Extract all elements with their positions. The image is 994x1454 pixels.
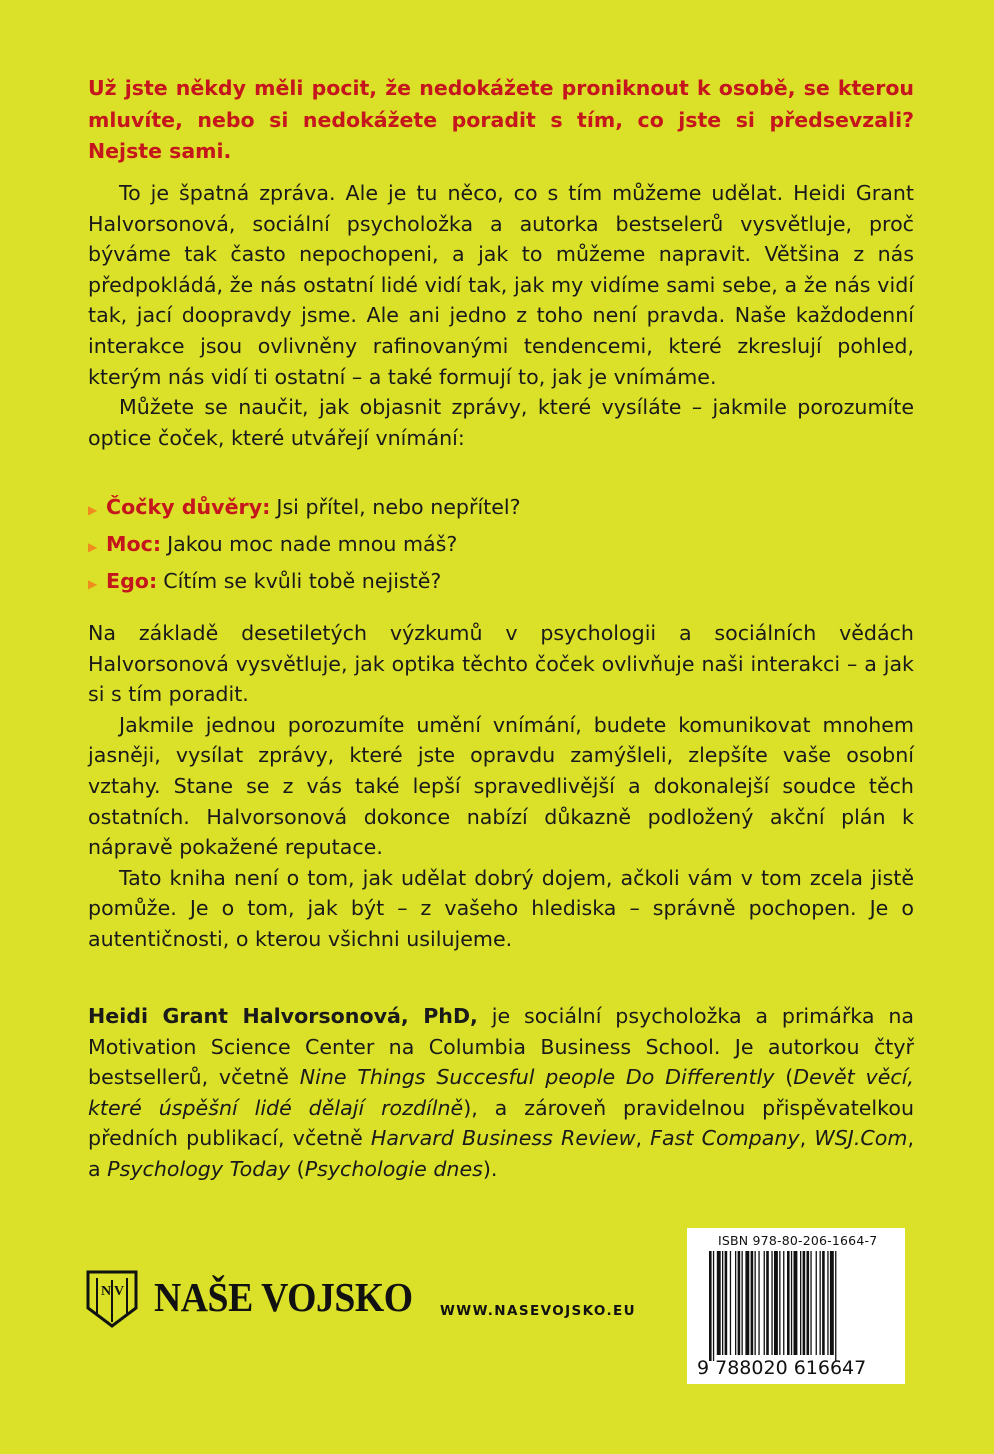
list-item [88, 564, 914, 601]
bio-text: ( [290, 1156, 305, 1181]
publisher-name: NAŠE VOJSKO [154, 1274, 413, 1320]
publication-cz: Psychologie dnes [304, 1156, 483, 1181]
author-bio-text [88, 1001, 914, 1185]
barcode-icon [697, 1251, 897, 1361]
isbn-number: ISBN 978-80-206-1664-7 [718, 1233, 878, 1248]
publication: Fast Company [650, 1126, 800, 1151]
publication: WSJ.Com [814, 1126, 908, 1151]
paragraph: Tato kniha není o tom, jak udělat dobrý dojem, ačkoli vám v tom zcela jistě pomůže. Je o tom, jak být – z vašeho hlediska – správně pochopen. Je o autentičnosti, o kterou všichni usilujeme. [88, 865, 914, 951]
book-title-cz: Devět věcí, které úspěšní lidé dělají rozdílně [88, 1065, 914, 1120]
publication: Harvard Business Review [370, 1126, 636, 1151]
triangle-bullet-icon: ▶ [88, 503, 98, 517]
list-item-label: Čočky důvěry: [106, 495, 271, 519]
lens-list [88, 490, 914, 601]
intro-text: Už jste někdy měli pocit, že nedokážete proniknout k osobě, se kterou mluvíte, nebo si nedokážete poradit s tím, co jste si předsevzali? Nejste sami. [88, 76, 914, 163]
intro-headline [88, 73, 914, 168]
barcode-digits: 9 788020 616647 [697, 1357, 867, 1379]
bio-text: ( [774, 1065, 794, 1090]
list-item [88, 490, 914, 527]
publisher-url: WWW.NASEVOJSKO.EU [440, 1303, 636, 1319]
bio-text: ), a zároveň pravidelnou přispěvatelkou předních publikací, včetně [88, 1095, 914, 1151]
list-item [88, 527, 914, 564]
book-title-en: Nine Things Succesful people Do Differently [299, 1065, 775, 1090]
list-item-text: Cítím se kvůli tobě nejistě? [163, 569, 442, 593]
description-part-1 [88, 178, 914, 453]
bio-text: , a [88, 1126, 914, 1181]
paragraph: Jakmile jednou porozumíte umění vnímání, budete komunikovat mnohem jasněji, vysílat zprávy, které jste opravdu zamýšleli, zlepšíte vaše osobní vztahy. Stane se z vás také lepší spravedlivější a dokonalejší soudce těch ostatních. Halvorsonová dokonce nabízí důkazně podložený akční plán k nápravě pokažené reputace. [88, 712, 914, 860]
paragraph: Na základě desetiletých výzkumů v psychologii a sociálních vědách Halvorsonová vysvětluje, jak optika těchto čoček ovlivňuje naši interakci – a jak si s tím poradit. [88, 621, 914, 707]
bio-text: , [635, 1126, 651, 1151]
description-part-2 [88, 618, 914, 955]
author-name: Heidi Grant Halvorsonová, PhD, [88, 1004, 478, 1028]
paragraph: To je špatná zpráva. Ale je tu něco, co s tím můžeme udělat. Heidi Grant Halvorsonová, sociální psycholožka a autorka bestselerů vysvětluje, proč býváme tak často nepochopeni, a jak to můžeme napravit. Většina z nás předpokládá, že nás ostatní lidé vidí tak, jak my vidíme sami sebe, a že nás vidí tak, jací doopravdy jsme. Ale ani jedno z toho není pravda. Naše každodenní interakce jsou ovlivněny rafinovanými tendencemi, které zkreslují pohled, kterým nás vidí ti ostatní – a také formují to, jak je vnímáme. [88, 181, 914, 389]
paragraph: Můžete se naučit, jak objasnit zprávy, které vysíláte – jakmile porozumíte optice čoček, které utvářejí vnímání: [88, 395, 914, 450]
list-item-text: Jsi přítel, nebo nepřítel? [276, 495, 521, 519]
bio-text: ). [482, 1156, 498, 1181]
publisher-logo-icon [84, 1268, 140, 1330]
svg-text:N: N [101, 1284, 112, 1299]
bio-text: je sociální psycholožka a primářka na Motivation Science Center na Columbia Business School. Je autorkou čtyř bestsellerů, včetně [88, 1004, 914, 1090]
list-item-label: Moc: [106, 532, 162, 556]
author-bio [88, 1001, 914, 1185]
list-item-text: Jakou moc nade mnou máš? [167, 532, 458, 556]
triangle-bullet-icon: ▶ [88, 540, 98, 554]
triangle-bullet-icon: ▶ [88, 577, 98, 591]
svg-text:V: V [114, 1284, 125, 1299]
publication: Psychology Today [107, 1156, 291, 1181]
list-item-label: Ego: [106, 569, 158, 593]
bio-text: , [799, 1126, 815, 1151]
